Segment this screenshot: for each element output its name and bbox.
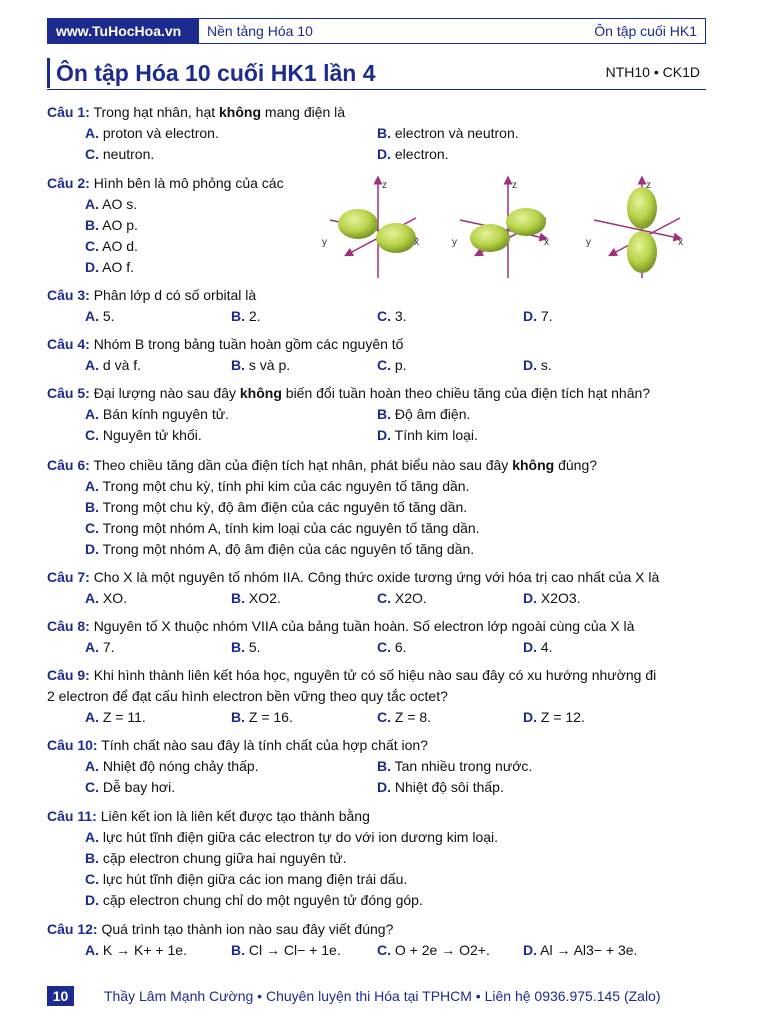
option-c: C. O + 2e → O2+.: [377, 942, 490, 958]
option-c: C. AO d.: [85, 238, 138, 254]
axis-label-y: y: [452, 237, 457, 248]
option-c: C. Z = 8.: [377, 709, 432, 725]
option-c: C. X2O.: [377, 590, 427, 606]
orbital-px: [322, 180, 419, 278]
option-d: D. 7.: [523, 308, 553, 324]
question-stem: Phân lớp d có số orbital là: [93, 287, 257, 303]
question-stem: Đại lượng nào sau đây: [93, 385, 240, 401]
page-header: [47, 18, 706, 44]
option-b: B. cặp electron chung giữa hai nguyên tử.: [85, 850, 347, 866]
question-stem: Tính chất nào sau đây là tính chất của hợp chất ion?: [101, 737, 428, 753]
option-c: C. p.: [377, 357, 407, 373]
option-b: B. XO2.: [231, 590, 281, 606]
question-label: Câu 10:: [47, 737, 98, 753]
question-3: [47, 285, 256, 305]
question-12: [47, 919, 393, 939]
option-d: D. electron.: [377, 146, 449, 162]
footer-contact: Thầy Lâm Mạnh Cường • Chuyên luyện thi Hóa tại TPHCM • Liên hệ 0936.975.145 (Zalo): [104, 988, 661, 1004]
option-d: D. 4.: [523, 639, 553, 655]
question-6: [47, 455, 597, 475]
option-a: A. 5.: [85, 308, 115, 324]
option-d: D. X2O3.: [523, 590, 581, 606]
question-label: Câu 12:: [47, 921, 98, 937]
question-label: Câu 6:: [47, 457, 90, 473]
axis-label-x: x: [544, 237, 549, 248]
question-stem: Quá trình tạo thành ion nào sau đây viết đúng?: [101, 921, 394, 937]
question-label: Câu 3:: [47, 287, 90, 303]
option-c: C. Dễ bay hơi.: [85, 779, 176, 795]
question-stem: đúng?: [554, 457, 598, 473]
axis-label-y: y: [586, 237, 591, 248]
option-b: B. 5.: [231, 639, 261, 655]
option-a: A. lực hút tĩnh điện giữa các electron tự do với ion dương kim loại.: [85, 829, 499, 845]
axis-label-z: z: [646, 180, 651, 191]
question-label: Câu 5:: [47, 385, 90, 401]
question-stem: Nguyên tố X thuộc nhóm VIIA của bảng tuần hoàn. Số electron lớp ngoài cùng của X là: [93, 618, 635, 634]
question-label: Câu 4:: [47, 336, 90, 352]
option-d: D. Z = 12.: [523, 709, 585, 725]
option-d: D. Trong một nhóm A, độ âm điện của các nguyên tố tăng dần.: [85, 541, 475, 557]
orbital-pz: [586, 180, 683, 278]
title-accent-bar: [47, 58, 50, 88]
question-stem: mang điện là: [261, 104, 346, 120]
question-11: [47, 806, 370, 826]
option-a: A. Trong một chu kỳ, tính phi kim của các nguyên tố tăng dần.: [85, 478, 470, 494]
question-stem: biến đổi tuần hoàn theo chiều tăng của điện tích hạt nhân?: [281, 385, 651, 401]
option-d: D. s.: [523, 357, 552, 373]
question-label: Câu 9:: [47, 667, 90, 683]
option-c: C. 3.: [377, 308, 407, 324]
question-8: [47, 616, 634, 636]
option-a: A. 7.: [85, 639, 115, 655]
site-name[interactable]: www.TuHocHoa.vn: [48, 19, 198, 43]
option-a: A. K → K+ + 1e.: [85, 942, 187, 958]
option-b: B. Cl → Cl− + 1e.: [231, 942, 341, 958]
question-stem: Nhóm B trong bảng tuần hoàn gồm các nguyên tố: [93, 336, 404, 352]
question-5: [47, 383, 650, 403]
option-d: D. AO f.: [85, 259, 135, 275]
option-a: A. Z = 11.: [85, 709, 146, 725]
question-stem-bold: không: [512, 457, 555, 473]
axis-label-y: y: [322, 237, 327, 248]
question-stem: Khi hình thành liên kết hóa học, nguyên tử có số hiệu nào sau đây có xu hướng nhường đi: [93, 667, 657, 683]
option-b: B. Độ âm điện.: [377, 406, 471, 422]
axis-label-x: x: [414, 237, 419, 248]
question-stem: 2 electron để đạt cấu hình electron bền vững theo quy tắc octet?: [47, 688, 448, 704]
question-9-continued: [47, 686, 448, 706]
axis-label-z: z: [382, 180, 387, 191]
option-b: B. s và p.: [231, 357, 291, 373]
page-title: Ôn tập Hóa 10 cuối HK1 lần 4: [56, 60, 376, 86]
option-a: A. Nhiệt độ nóng chảy thấp.: [85, 758, 259, 774]
question-stem: Cho X là một nguyên tố nhóm IIA. Công thức oxide tương ứng với hóa trị cao nhất của X là: [93, 569, 660, 585]
option-d: D. Tính kim loại.: [377, 427, 478, 443]
option-d: D. Nhiệt độ sôi thấp.: [377, 779, 504, 795]
question-stem: Trong hạt nhân, hạt: [93, 104, 220, 120]
option-a: A. XO.: [85, 590, 128, 606]
question-9: [47, 665, 656, 685]
question-label: Câu 11:: [47, 808, 97, 824]
option-b: B. AO p.: [85, 217, 138, 233]
option-b: B. Z = 16.: [231, 709, 293, 725]
option-b: B. 2.: [231, 308, 261, 324]
option-a: A. proton và electron.: [85, 125, 219, 141]
option-c: C. neutron.: [85, 146, 155, 162]
option-a: A. AO s.: [85, 196, 138, 212]
question-label: Câu 1:: [47, 104, 90, 120]
option-a: A. Bán kính nguyên tử.: [85, 406, 230, 422]
section-name: Ôn tập cuối HK1: [594, 23, 697, 39]
question-stem-bold: không: [239, 385, 282, 401]
option-c: C. lực hút tĩnh điện giữa các ion mang điện trái dấu.: [85, 871, 408, 887]
question-stem: Hình bên là mô phỏng của các: [93, 175, 284, 191]
question-label: Câu 7:: [47, 569, 90, 585]
p-orbitals-figure: [320, 172, 710, 280]
question-stem: Theo chiều tăng dần của điện tích hạt nhân, phát biểu nào sau đây: [93, 457, 513, 473]
question-label: Câu 8:: [47, 618, 90, 634]
option-c: C. Trong một nhóm A, tính kim loại của các nguyên tố tăng dần.: [85, 520, 480, 536]
question-label: Câu 2:: [47, 175, 90, 191]
question-4: [47, 334, 403, 354]
option-b: B. Trong một chu kỳ, độ âm điện của các nguyên tố tăng dần.: [85, 499, 468, 515]
option-a: A. d và f.: [85, 357, 142, 373]
question-7: [47, 567, 659, 587]
option-b: B. electron và neutron.: [377, 125, 519, 141]
question-10: [47, 735, 428, 755]
axis-label-z: z: [512, 180, 517, 191]
option-b: B. Tan nhiều trong nước.: [377, 758, 533, 774]
question-stem: Liên kết ion là liên kết được tạo thành bằng: [100, 808, 370, 824]
document-code: NTH10 • CK1D: [605, 64, 700, 80]
axis-label-x: x: [678, 237, 683, 248]
option-d: D. cặp electron chung chỉ do một nguyên tử đóng góp.: [85, 892, 423, 908]
question-1: [47, 102, 345, 122]
course-name: Nền tảng Hóa 10: [198, 19, 313, 43]
page-number: 10: [47, 986, 74, 1006]
question-2: [47, 173, 284, 193]
option-c: C. Nguyên tử khối.: [85, 427, 202, 443]
title-divider: [47, 89, 706, 90]
option-c: C. 6.: [377, 639, 407, 655]
option-d: D. Al → Al3− + 3e.: [523, 942, 638, 958]
orbital-py: [452, 180, 549, 278]
question-stem-bold: không: [219, 104, 262, 120]
